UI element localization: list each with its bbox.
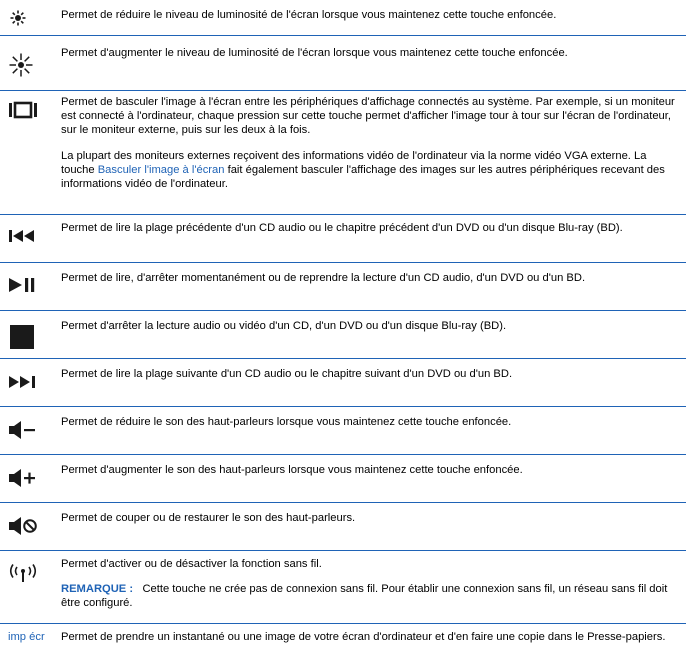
description-text: Permet d'augmenter le niveau de luminosité de l'écran lorsque vous maintenez cette touche enfoncée. [61,47,568,59]
icon-cell [0,455,52,502]
icon-cell [0,263,52,310]
table-row [0,551,686,624]
table-row [0,91,686,215]
note-label: REMARQUE : [61,583,134,595]
description [61,415,678,429]
description-text: Permet de lire la plage suivante d'un CD audio ou le chapitre suivant d'un DVD ou d'un BD. [61,368,513,380]
icon-cell [0,503,52,550]
description-text: Permet d'arrêter la lecture audio ou vidéo d'un CD, d'un DVD ou d'un disque Blu-ray (BD). [61,320,507,332]
description-text: Permet de prendre un instantané ou une image de votre écran d'ordinateur et d'en faire une copie dans le Presse-papiers. [61,631,666,643]
text-after-link: fait également basculer l'affichage des images sur les autres périphériques recevant des informations vidéo de l'ordinateur. [61,164,665,190]
icon-cell [0,91,52,214]
table-row [0,263,686,311]
brightness-up-icon [8,53,34,77]
play-pause-icon [8,277,38,293]
table-row [0,455,686,503]
note [61,582,678,610]
display-switch-link[interactable]: Basculer l'image à l'écran [97,164,225,176]
description-text: Permet d'activer ou de désactiver la fonction sans fil. [61,558,322,570]
description-text: Permet de réduire le son des haut-parleurs lorsque vous maintenez cette touche enfoncée. [61,416,512,428]
icon-cell [0,215,52,262]
next-track-icon [8,375,40,389]
description [61,271,678,285]
table-row [0,36,686,91]
description-text: Permet de couper ou de restaurer le son des haut-parleurs. [61,512,356,524]
icon-cell [0,0,52,35]
note-text: Cette touche ne crée pas de connexion sans fil. Pour établir une connexion sans fil, un réseau sans fil doit être configuré. [61,583,668,609]
table-row [0,359,686,407]
icon-cell [0,311,52,358]
table-row [0,503,686,551]
description [61,557,678,610]
icon-cell [0,36,52,90]
mute-icon [8,517,38,535]
volume-down-icon [8,421,38,439]
wireless-icon [8,563,38,583]
volume-up-icon [8,469,38,487]
description-text: Permet de basculer l'image à l'écran entre les périphériques d'affichage connectés au système. Par exemple, si un moniteur est connecté à l'ordinateur, chaque pression sur cette touche permet d'afficher l'image tour à tour sur l'écran de l'ordinateur, sur le moniteur externe, puis sur les deux à la fois. [61,96,675,136]
table-row [0,624,686,661]
previous-track-icon [8,229,40,243]
description [61,8,678,22]
description-text: Permet de réduire le niveau de luminosité de l'écran lorsque vous maintenez cette touche enfoncée. [61,9,557,21]
text-before-link: La plupart des moniteurs externes reçoivent des informations vidéo de l'ordinateur via la norme vidéo VGA externe. La touche [61,150,647,176]
brightness-down-icon [8,9,28,27]
icon-cell [0,551,52,623]
description [61,630,678,644]
description [61,221,678,235]
icon-cell [0,359,52,406]
description [61,511,678,525]
description [61,463,678,477]
table-row [0,407,686,455]
stop-icon [10,325,34,349]
table-row [0,311,686,359]
display-switch-icon [8,101,38,119]
table-row [0,0,686,36]
description-text: Permet de lire, d'arrêter momentanément ou de reprendre la lecture d'un CD audio, d'un DVD ou d'un BD. [61,272,586,284]
description [61,319,678,333]
description [61,46,678,60]
icon-cell [0,407,52,454]
description [61,95,678,191]
description-text-2 [61,149,678,191]
description-text: Permet de lire la plage précédente d'un CD audio ou le chapitre précédent d'un DVD ou d'un disque Blu-ray (BD). [61,222,623,234]
description [61,367,678,381]
table-row [0,215,686,263]
print-screen-key-label: imp écr [8,631,45,643]
description-text: Permet d'augmenter le son des haut-parleurs lorsque vous maintenez cette touche enfoncée. [61,464,523,476]
icon-cell [0,624,52,661]
